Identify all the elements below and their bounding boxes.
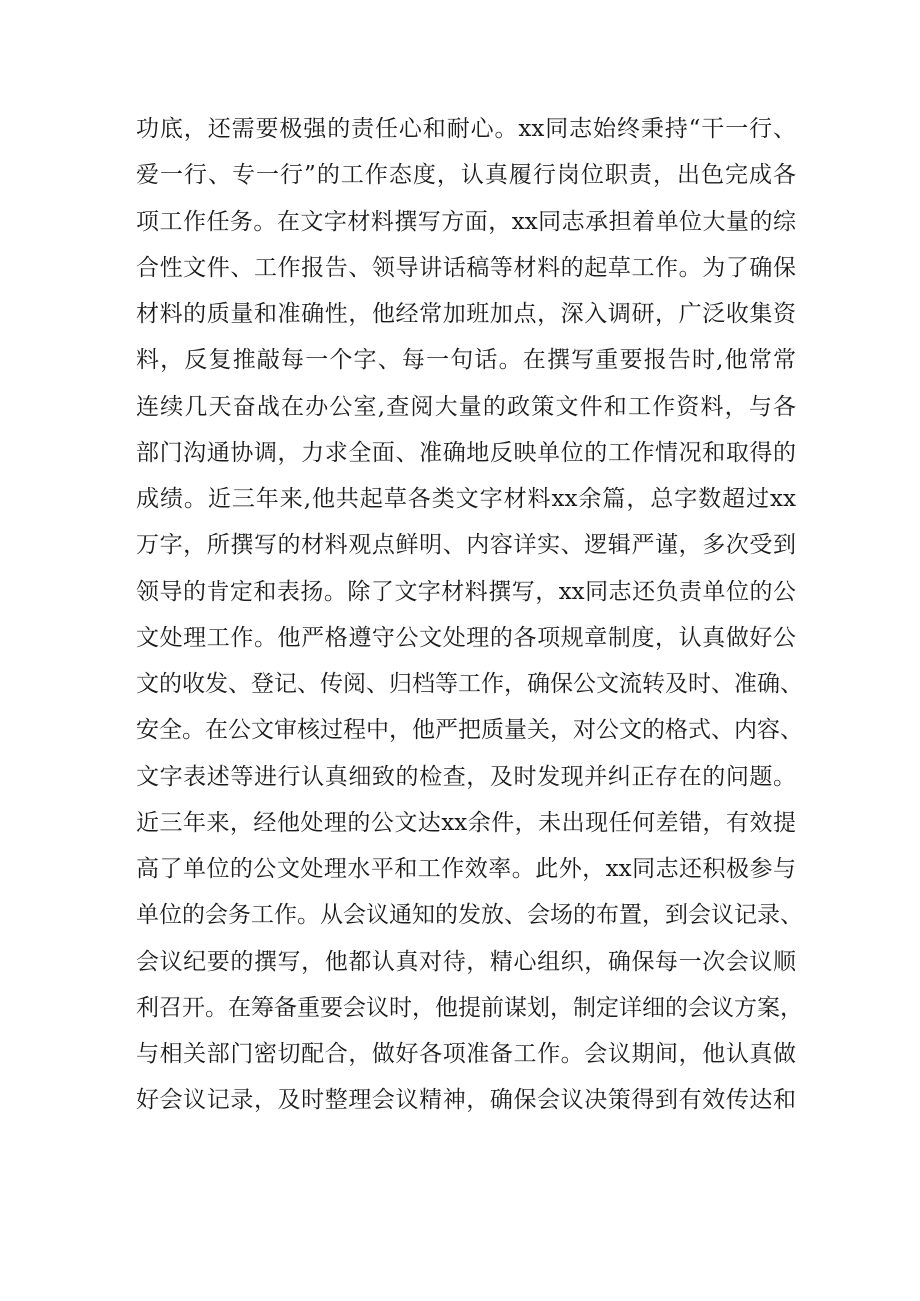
text-line: 功底，还需要极强的责任心和耐心。xx同志始终秉持“干一行、 bbox=[136, 116, 796, 142]
text-line: 料，反复推敲每一个字、每一句话。在撰写重要报告时,他常常 bbox=[136, 347, 796, 374]
text-line: 万字，所撰写的材料观点鲜明、内容详实、逻辑严谨，多次受到 bbox=[136, 532, 796, 559]
text-line: 好会议记录，及时整理会议精神，确保会议决策得到有效传达和 bbox=[136, 1087, 796, 1114]
text-line: 与相关部门密切配合，做好各项准备工作。会议期间，他认真做 bbox=[136, 1041, 796, 1067]
body-paragraph bbox=[136, 106, 803, 1124]
text-line: 安全。在公文审核过程中，他严把质量关，对公文的格式、内容、 bbox=[136, 717, 803, 744]
text-line: 文字表述等进行认真细致的检查，及时发现并纠正存在的问题。 bbox=[136, 763, 796, 790]
text-line: 材料的质量和准确性，他经常加班加点，深入调研，广泛收集资 bbox=[136, 301, 796, 327]
text-line: 文的收发、登记、传阅、归档等工作，确保公文流转及时、准确、 bbox=[136, 671, 803, 697]
text-line: 高了单位的公文处理水平和工作效率。此外，xx同志还积极参与 bbox=[136, 856, 796, 882]
text-line: 连续几天奋战在办公室,查阅大量的政策文件和工作资料，与各 bbox=[136, 393, 796, 420]
text-line: 领导的肯定和表扬。除了文字材料撰写，xx同志还负责单位的公 bbox=[136, 578, 796, 605]
text-line: 项工作任务。在文字材料撰写方面，xx同志承担着单位大量的综 bbox=[136, 208, 796, 235]
text-line: 利召开。在筹备重要会议时，他提前谋划，制定详细的会议方案， bbox=[136, 994, 803, 1021]
text-line: 单位的会务工作。从会议通知的发放、会场的布置，到会议记录、 bbox=[136, 902, 803, 929]
text-line: 会议纪要的撰写，他都认真对待，精心组织，确保每一次会议顺 bbox=[136, 948, 796, 975]
text-line: 成绩。近三年来,他共起草各类文字材料xx余篇，总字数超过xx bbox=[136, 486, 796, 512]
text-line: 合性文件、工作报告、领导讲话稿等材料的起草工作。为了确保 bbox=[136, 254, 796, 281]
text-line: 部门沟通协调，力求全面、准确地反映单位的工作情况和取得的 bbox=[136, 439, 796, 466]
text-line: 近三年来，经他处理的公文达xx余件，未出现任何差错，有效提 bbox=[136, 809, 796, 836]
text-line: 爱一行、专一行”的工作态度，认真履行岗位职责，出色完成各 bbox=[136, 162, 796, 189]
text-line: 文处理工作。他严格遵守公文处理的各项规章制度，认真做好公 bbox=[136, 624, 796, 651]
